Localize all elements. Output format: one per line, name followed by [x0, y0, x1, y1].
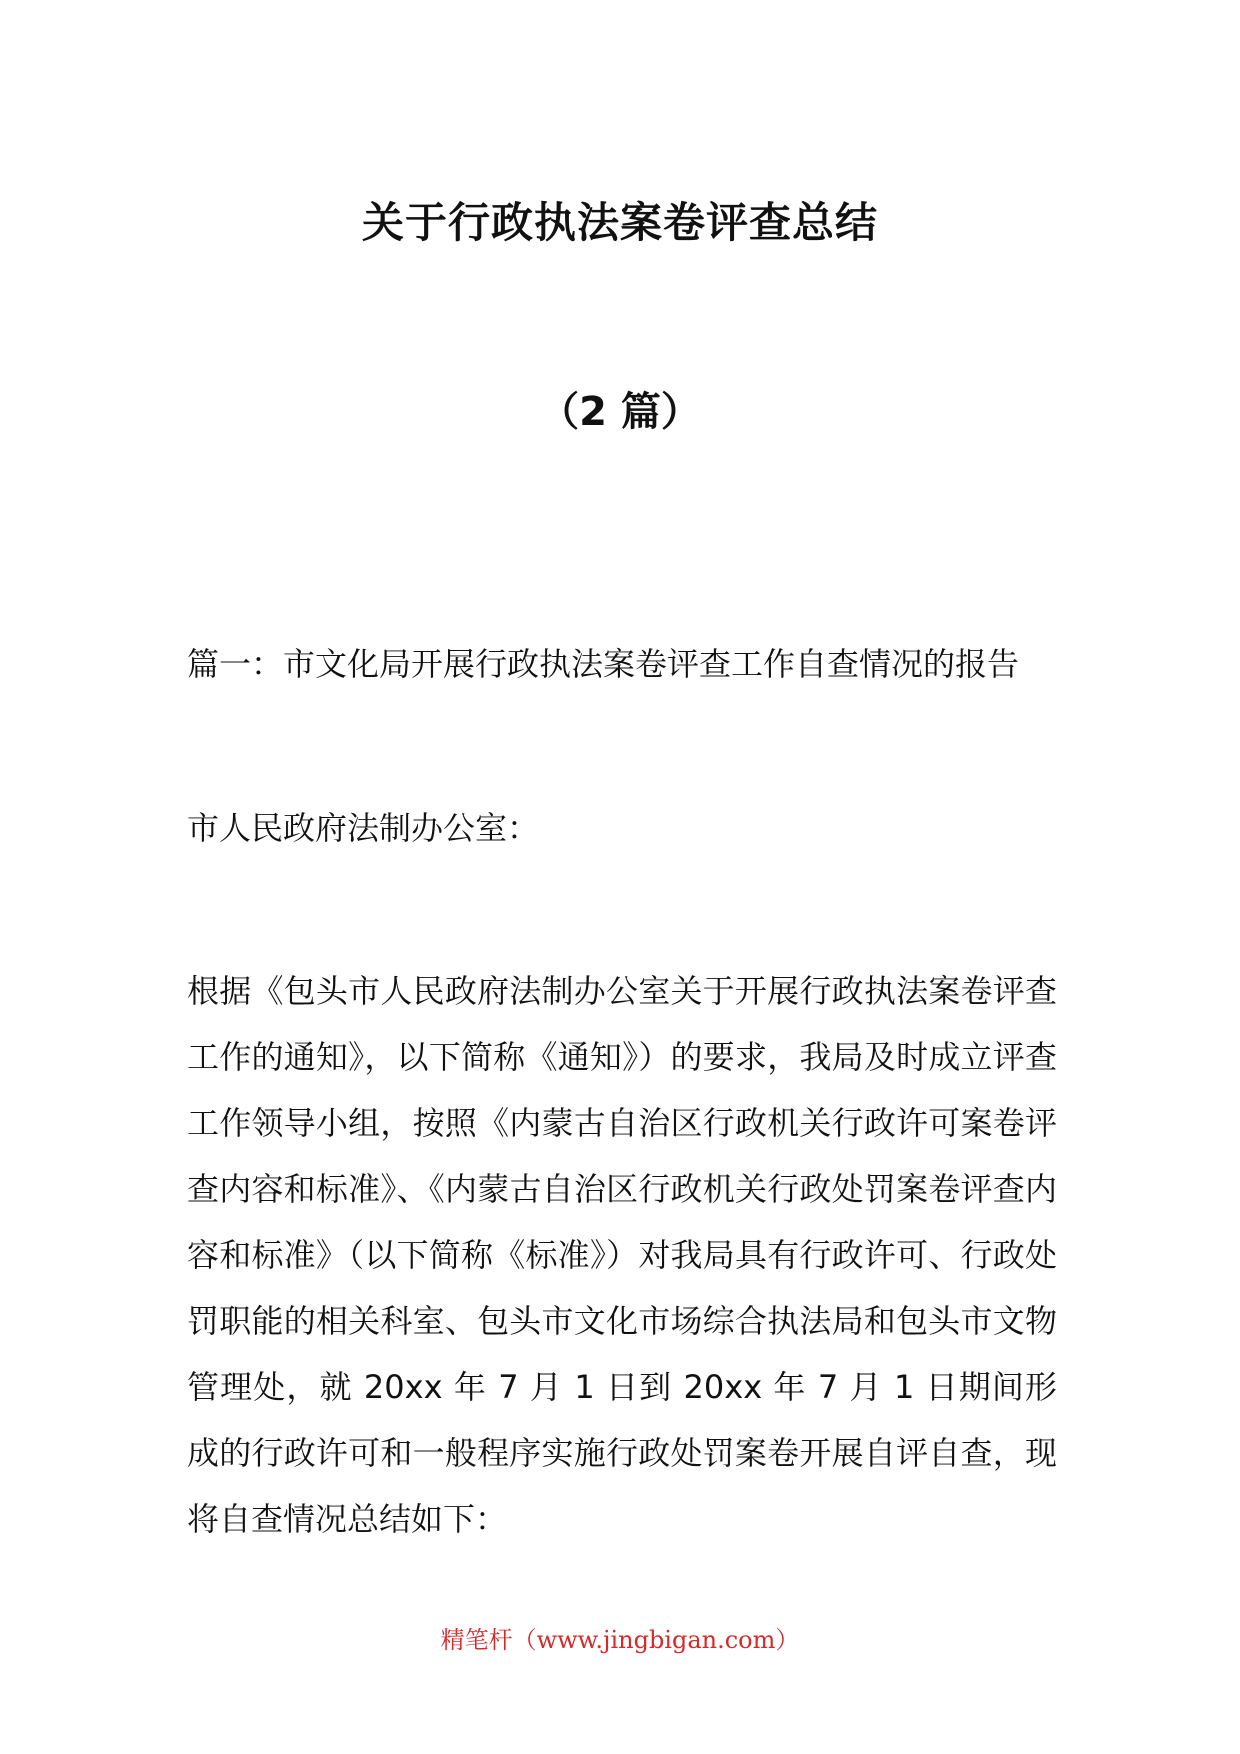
- body-paragraph: 根据《包头市人民政府法制办公室关于开展行政执法案卷评查工作的通知》，以下简称《通知》）的要求，我局及时成立评查工作领导小组，按照《内蒙古自治区行政机关行政许可案卷评查内容和标准》、《内蒙古自治区行政机关行政处罚案卷评查内容和标准》（以下简称《标准》）对我局具有行政许可、行政处罚职能的相关科室、包头市文化市场综合执法局和包头市文物管理处，就 20xx 年 7 月 1 日到 20xx 年 7 月 1 日期间形成的行政许可和一般程序实施行政处罚案卷开展自评自查，现将自查情况总结如下：: [187, 972, 1057, 1538]
- document-subtitle: （2 篇）: [539, 389, 701, 435]
- section-heading: 篇一：市文化局开展行政执法案卷评查工作自查情况的报告: [187, 645, 1020, 683]
- salutation: 市人民政府法制办公室：: [187, 809, 540, 847]
- document-title: 关于行政执法案卷评查总结: [361, 198, 878, 247]
- footer-watermark[interactable]: 精笔杆（www.jingbigan.com）: [440, 1626, 800, 1654]
